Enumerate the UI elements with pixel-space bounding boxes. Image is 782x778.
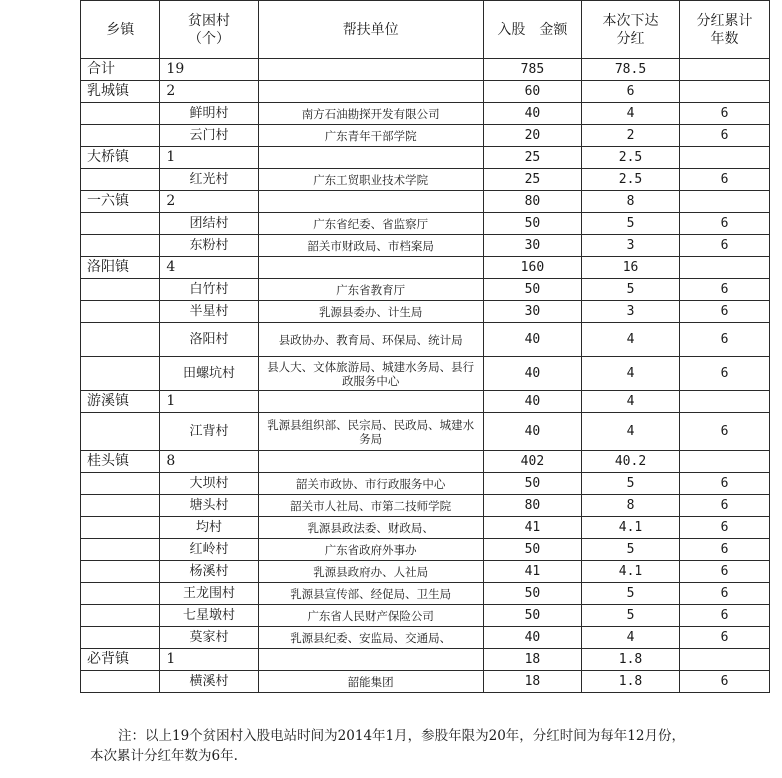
dividend-table-sheet <box>80 0 770 693</box>
village-years: 6 <box>680 235 770 257</box>
town-row <box>81 257 770 279</box>
village-row <box>81 583 770 605</box>
village-years: 6 <box>680 583 770 605</box>
town-dividend: 8 <box>581 191 679 213</box>
village-dividend: 4 <box>581 103 679 125</box>
support-unit: 南方石油勘探开发有限公司 <box>258 103 483 125</box>
village-row <box>81 495 770 517</box>
village-years: 6 <box>680 125 770 147</box>
village-name: 白竹村 <box>160 279 258 301</box>
village-years: 6 <box>680 169 770 191</box>
village-row <box>81 301 770 323</box>
village-amount: 80 <box>483 495 581 517</box>
village-dividend: 4 <box>581 323 679 357</box>
village-row <box>81 279 770 301</box>
village-name: 田螺坑村 <box>160 357 258 391</box>
town-amount: 80 <box>483 191 581 213</box>
village-dividend: 1.8 <box>581 671 679 693</box>
village-dividend: 8 <box>581 495 679 517</box>
support-unit: 乳源县政府办、人社局 <box>258 561 483 583</box>
town-name: 一六镇 <box>81 191 160 213</box>
village-name: 王龙围村 <box>160 583 258 605</box>
footnote-text: 以上19个贫困村入股电站时间为2014年1月，参股年限为20年，分红时间为每年12月份，本次累计分红年数为6年. <box>90 728 685 764</box>
village-row <box>81 517 770 539</box>
village-dividend: 5 <box>581 279 679 301</box>
village-amount: 50 <box>483 473 581 495</box>
support-unit: 韶关市人社局、市第二技师学院 <box>258 495 483 517</box>
town-dividend: 1.8 <box>581 649 679 671</box>
village-years: 6 <box>680 301 770 323</box>
town-amount: 60 <box>483 81 581 103</box>
town-name: 乳城镇 <box>81 81 160 103</box>
footnote-label: 注： <box>118 728 145 744</box>
support-unit: 乳源县纪委、安监局、交通局、 <box>258 627 483 649</box>
village-row <box>81 169 770 191</box>
village-name: 鲜明村 <box>160 103 258 125</box>
town-row <box>81 191 770 213</box>
village-amount: 50 <box>483 583 581 605</box>
village-years: 6 <box>680 413 770 451</box>
village-name: 杨溪村 <box>160 561 258 583</box>
village-years: 6 <box>680 213 770 235</box>
header-row <box>81 1 770 59</box>
town-row <box>81 451 770 473</box>
village-name: 红岭村 <box>160 539 258 561</box>
village-years: 6 <box>680 279 770 301</box>
header-unit: 帮扶单位 <box>258 1 483 59</box>
village-amount: 50 <box>483 539 581 561</box>
village-years: 6 <box>680 605 770 627</box>
village-name: 红光村 <box>160 169 258 191</box>
support-unit: 县人大、文体旅游局、城建水务局、县行政服务中心 <box>258 357 483 391</box>
footnote <box>90 726 690 766</box>
village-dividend: 5 <box>581 539 679 561</box>
village-years: 6 <box>680 517 770 539</box>
village-amount: 50 <box>483 605 581 627</box>
town-dividend: 4 <box>581 391 679 413</box>
village-row <box>81 235 770 257</box>
village-dividend: 4.1 <box>581 561 679 583</box>
village-row <box>81 323 770 357</box>
village-years: 6 <box>680 323 770 357</box>
village-years: 6 <box>680 357 770 391</box>
village-row <box>81 103 770 125</box>
town-village-count: 2 <box>160 191 258 213</box>
village-name: 横溪村 <box>160 671 258 693</box>
support-unit: 乳源县政法委、财政局、 <box>258 517 483 539</box>
header-dividend: 本次下达 分红 <box>581 1 679 59</box>
village-years: 6 <box>680 495 770 517</box>
village-name: 云门村 <box>160 125 258 147</box>
total-label: 合计 <box>81 59 160 81</box>
village-amount: 30 <box>483 301 581 323</box>
village-years: 6 <box>680 627 770 649</box>
town-dividend: 6 <box>581 81 679 103</box>
village-row <box>81 561 770 583</box>
village-amount: 50 <box>483 279 581 301</box>
support-unit: 广东省人民财产保险公司 <box>258 605 483 627</box>
village-amount: 25 <box>483 169 581 191</box>
support-unit: 乳源县宣传部、经促局、卫生局 <box>258 583 483 605</box>
village-dividend: 4 <box>581 413 679 451</box>
support-unit: 广东省教育厅 <box>258 279 483 301</box>
support-unit: 县政协办、教育局、环保局、统计局 <box>258 323 483 357</box>
town-amount: 25 <box>483 147 581 169</box>
town-village-count: 1 <box>160 147 258 169</box>
village-row <box>81 357 770 391</box>
town-amount: 18 <box>483 649 581 671</box>
village-years: 6 <box>680 473 770 495</box>
village-years: 6 <box>680 671 770 693</box>
support-unit: 广东省纪委、省监察厅 <box>258 213 483 235</box>
town-row <box>81 81 770 103</box>
header-years: 分红累计 年数 <box>680 1 770 59</box>
village-name: 均村 <box>160 517 258 539</box>
support-unit: 广东青年干部学院 <box>258 125 483 147</box>
village-dividend: 4.1 <box>581 517 679 539</box>
village-dividend: 4 <box>581 357 679 391</box>
village-name: 莫家村 <box>160 627 258 649</box>
table-body <box>81 59 770 693</box>
total-amount: 785 <box>483 59 581 81</box>
header-villages: 贫困村 （个） <box>160 1 258 59</box>
town-dividend: 40.2 <box>581 451 679 473</box>
total-row <box>81 59 770 81</box>
town-dividend: 16 <box>581 257 679 279</box>
village-row <box>81 605 770 627</box>
town-village-count: 1 <box>160 391 258 413</box>
town-village-count: 4 <box>160 257 258 279</box>
support-unit: 广东工贸职业技术学院 <box>258 169 483 191</box>
village-amount: 41 <box>483 517 581 539</box>
village-row <box>81 539 770 561</box>
town-village-count: 1 <box>160 649 258 671</box>
village-dividend: 4 <box>581 627 679 649</box>
town-name: 桂头镇 <box>81 451 160 473</box>
support-unit: 韶能集团 <box>258 671 483 693</box>
village-row <box>81 473 770 495</box>
village-amount: 40 <box>483 357 581 391</box>
village-row <box>81 213 770 235</box>
village-row <box>81 627 770 649</box>
village-amount: 18 <box>483 671 581 693</box>
header-amount: 入股 金额 <box>483 1 581 59</box>
village-name: 七星墩村 <box>160 605 258 627</box>
village-dividend: 2 <box>581 125 679 147</box>
village-name: 洛阳村 <box>160 323 258 357</box>
village-name: 大坝村 <box>160 473 258 495</box>
town-name: 游溪镇 <box>81 391 160 413</box>
support-unit: 韶关市财政局、市档案局 <box>258 235 483 257</box>
village-amount: 40 <box>483 103 581 125</box>
village-dividend: 3 <box>581 301 679 323</box>
village-row <box>81 671 770 693</box>
village-years: 6 <box>680 103 770 125</box>
town-amount: 402 <box>483 451 581 473</box>
village-name: 塘头村 <box>160 495 258 517</box>
town-row <box>81 391 770 413</box>
village-name: 半星村 <box>160 301 258 323</box>
village-amount: 40 <box>483 413 581 451</box>
village-amount: 40 <box>483 627 581 649</box>
village-amount: 50 <box>483 213 581 235</box>
village-amount: 40 <box>483 323 581 357</box>
village-row <box>81 413 770 451</box>
support-unit: 广东省政府外事办 <box>258 539 483 561</box>
village-dividend: 5 <box>581 605 679 627</box>
town-amount: 40 <box>483 391 581 413</box>
support-unit: 乳源县委办、计生局 <box>258 301 483 323</box>
village-name: 东粉村 <box>160 235 258 257</box>
town-dividend: 2.5 <box>581 147 679 169</box>
village-amount: 30 <box>483 235 581 257</box>
town-name: 必背镇 <box>81 649 160 671</box>
village-name: 团结村 <box>160 213 258 235</box>
town-village-count: 2 <box>160 81 258 103</box>
village-dividend: 2.5 <box>581 169 679 191</box>
village-years: 6 <box>680 561 770 583</box>
village-row <box>81 125 770 147</box>
village-dividend: 5 <box>581 213 679 235</box>
village-dividend: 5 <box>581 473 679 495</box>
town-amount: 160 <box>483 257 581 279</box>
town-row <box>81 147 770 169</box>
town-village-count: 8 <box>160 451 258 473</box>
village-amount: 20 <box>483 125 581 147</box>
town-row <box>81 649 770 671</box>
dividend-table <box>80 0 770 693</box>
village-dividend: 3 <box>581 235 679 257</box>
support-unit: 韶关市政协、市行政服务中心 <box>258 473 483 495</box>
town-name: 大桥镇 <box>81 147 160 169</box>
total-villages: 19 <box>160 59 258 81</box>
village-amount: 41 <box>483 561 581 583</box>
village-name: 江背村 <box>160 413 258 451</box>
town-name: 洛阳镇 <box>81 257 160 279</box>
village-dividend: 5 <box>581 583 679 605</box>
header-town: 乡镇 <box>81 1 160 59</box>
support-unit: 乳源县组织部、民宗局、民政局、城建水务局 <box>258 413 483 451</box>
village-years: 6 <box>680 539 770 561</box>
total-dividend: 78.5 <box>581 59 679 81</box>
